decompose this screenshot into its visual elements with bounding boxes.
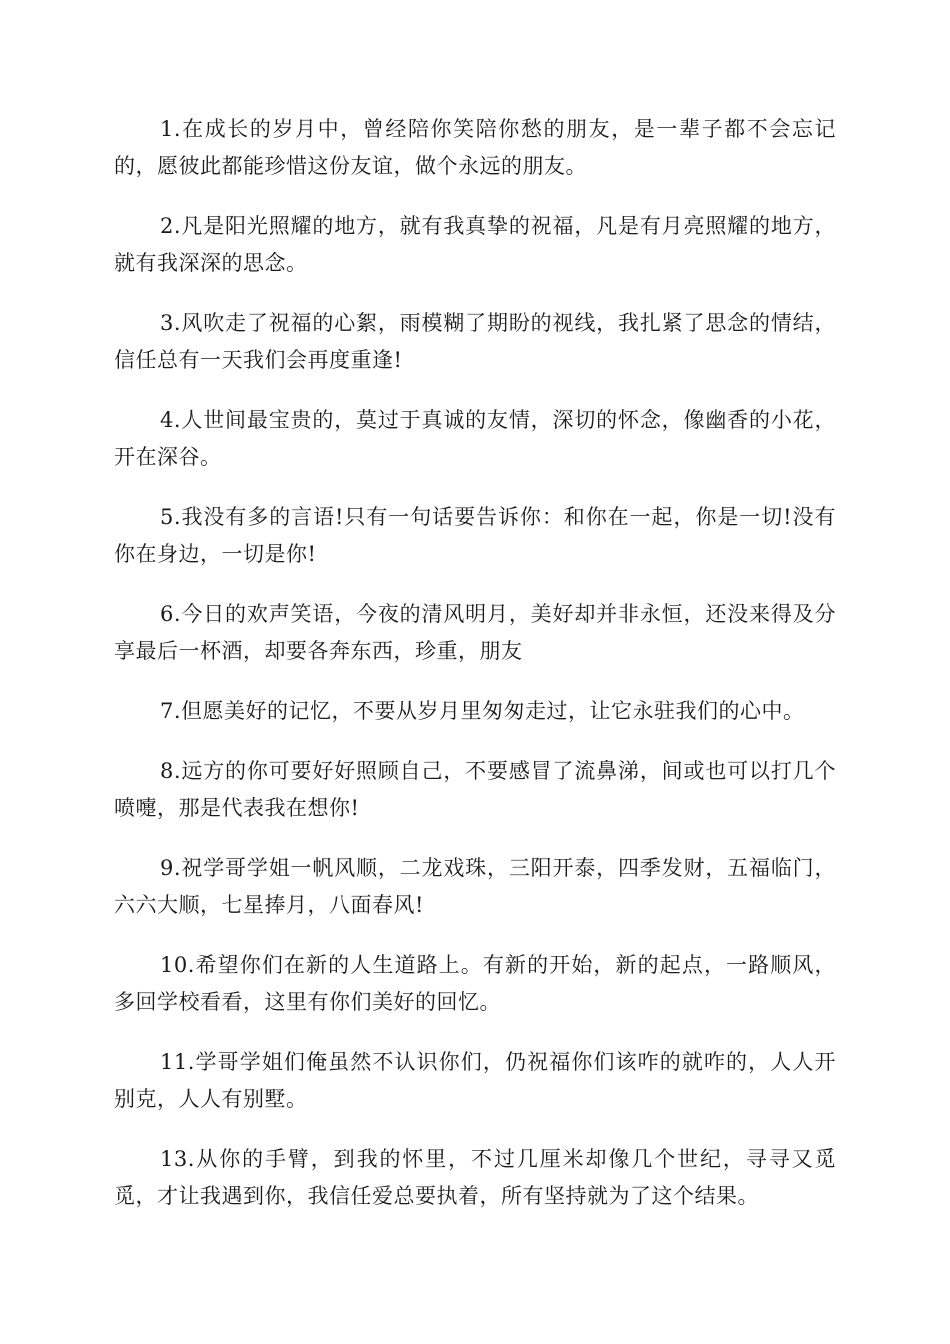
paragraph-9: 9.祝学哥学姐一帆风顺，二龙戏珠，三阳开泰，四季发财，五福临门，六六大顺，七星捧月，八面春风! — [114, 856, 836, 917]
paragraph-7: 7.但愿美好的记忆，不要从岁月里匆匆走过，让它永驻我们的心中。 — [160, 699, 805, 723]
paragraph-3: 3.风吹走了祝福的心絮，雨模糊了期盼的视线，我扎紧了思念的情结，信任总有一天我们会再度重逢! — [114, 311, 836, 372]
paragraph-13: 13.从你的手臂，到我的怀里，不过几厘米却像几个世纪，寻寻又觅觅，才让我遇到你，我信任爱总要执着，所有坚持就为了这个结果。 — [114, 1147, 836, 1208]
paragraph-2: 2.凡是阳光照耀的地方，就有我真挚的祝福，凡是有月亮照耀的地方，就有我深深的思念。 — [114, 214, 836, 275]
paragraph-1: 1.在成长的岁月中，曾经陪你笑陪你愁的朋友，是一辈子都不会忘记的，愿彼此都能珍惜这份友谊，做个永远的朋友。 — [114, 117, 836, 178]
paragraph-5: 5.我没有多的言语!只有一句话要告诉你：和你在一起，你是一切!没有你在身边，一切是你! — [114, 505, 836, 566]
paragraph-11: 11.学哥学姐们俺虽然不认识你们，仍祝福你们该咋的就咋的，人人开别克，人人有别墅。 — [114, 1050, 836, 1111]
paragraph-8: 8.远方的你可要好好照顾自己，不要感冒了流鼻涕，间或也可以打几个喷嚏，那是代表我在想你! — [114, 759, 836, 820]
document-body — [114, 111, 836, 1238]
paragraph-10: 10.希望你们在新的人生道路上。有新的开始，新的起点，一路顺风，多回学校看看，这里有你们美好的回忆。 — [114, 953, 836, 1014]
paragraph-6: 6.今日的欢声笑语，今夜的清风明月，美好却并非永恒，还没来得及分享最后一杯酒，却要各奔东西，珍重，朋友 — [114, 602, 836, 663]
paragraph-4: 4.人世间最宝贵的，莫过于真诚的友情，深切的怀念，像幽香的小花，开在深谷。 — [114, 408, 836, 469]
